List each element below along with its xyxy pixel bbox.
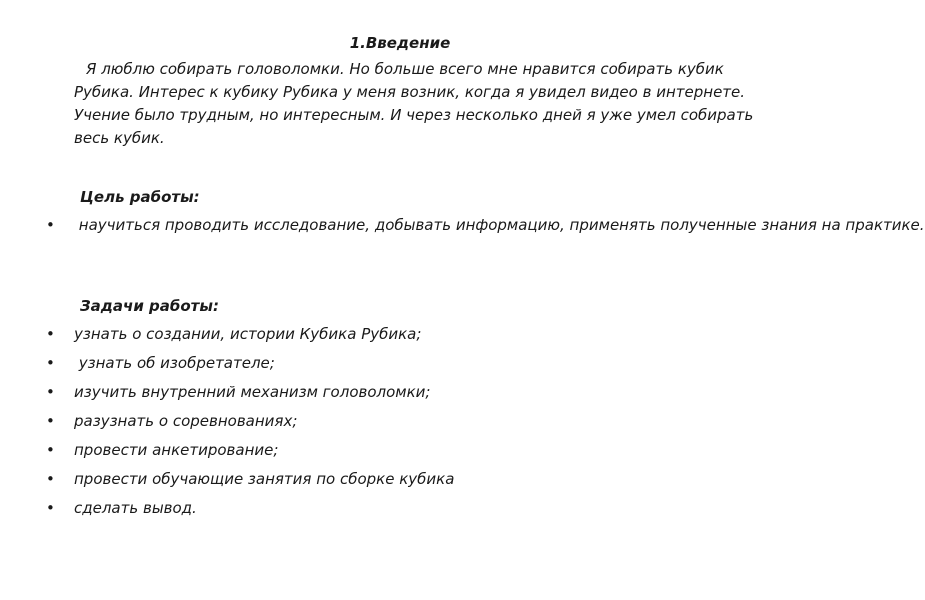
task-item-text: изучить внутренний механизм головоломки; xyxy=(74,383,431,401)
list-item xyxy=(0,214,925,237)
task-item-text: провести обучающие занятия по сборке кубика xyxy=(74,470,455,488)
task-item-text: узнать об изобретателе; xyxy=(74,354,275,372)
list-item xyxy=(0,497,734,526)
task-item-text: провести анкетирование; xyxy=(74,441,279,459)
page-title: 1.Введение xyxy=(349,34,451,52)
goal-heading: Цель работы: xyxy=(80,188,200,206)
goal-item-text: научиться проводить исследование, добывать информацию, применять полученные знания на практике. xyxy=(74,216,925,234)
bullet-dot: • xyxy=(46,216,55,234)
task-item-text: узнать о создании, истории Кубика Рубика; xyxy=(74,325,422,343)
bullet-dot: • xyxy=(46,383,55,401)
list-item xyxy=(0,323,734,352)
list-item xyxy=(0,468,734,497)
list-item xyxy=(0,352,734,381)
tasks-list xyxy=(0,323,800,526)
bullet-dot: • xyxy=(46,470,55,488)
intro-paragraph: Я люблю собирать головоломки. Но больше всего мне нравится собирать кубик Рубика. Интерес к кубику Рубика у меня возник, когда я увидел видео в интернете. Учение было трудным, но интересным. И через несколько дней я уже умел собирать весь кубик. xyxy=(74,60,754,147)
list-item xyxy=(0,439,734,468)
list-item xyxy=(0,410,734,439)
bullet-dot: • xyxy=(46,412,55,430)
goal-list xyxy=(0,214,925,237)
bullet-dot: • xyxy=(46,441,55,459)
bullet-dot: • xyxy=(46,499,55,517)
bullet-dot: • xyxy=(46,354,55,372)
task-item-text: разузнать о соревнованиях; xyxy=(74,412,298,430)
bullet-dot: • xyxy=(46,325,55,343)
task-item-text: сделать вывод. xyxy=(74,499,197,517)
tasks-heading: Задачи работы: xyxy=(80,297,219,315)
list-item xyxy=(0,381,734,410)
